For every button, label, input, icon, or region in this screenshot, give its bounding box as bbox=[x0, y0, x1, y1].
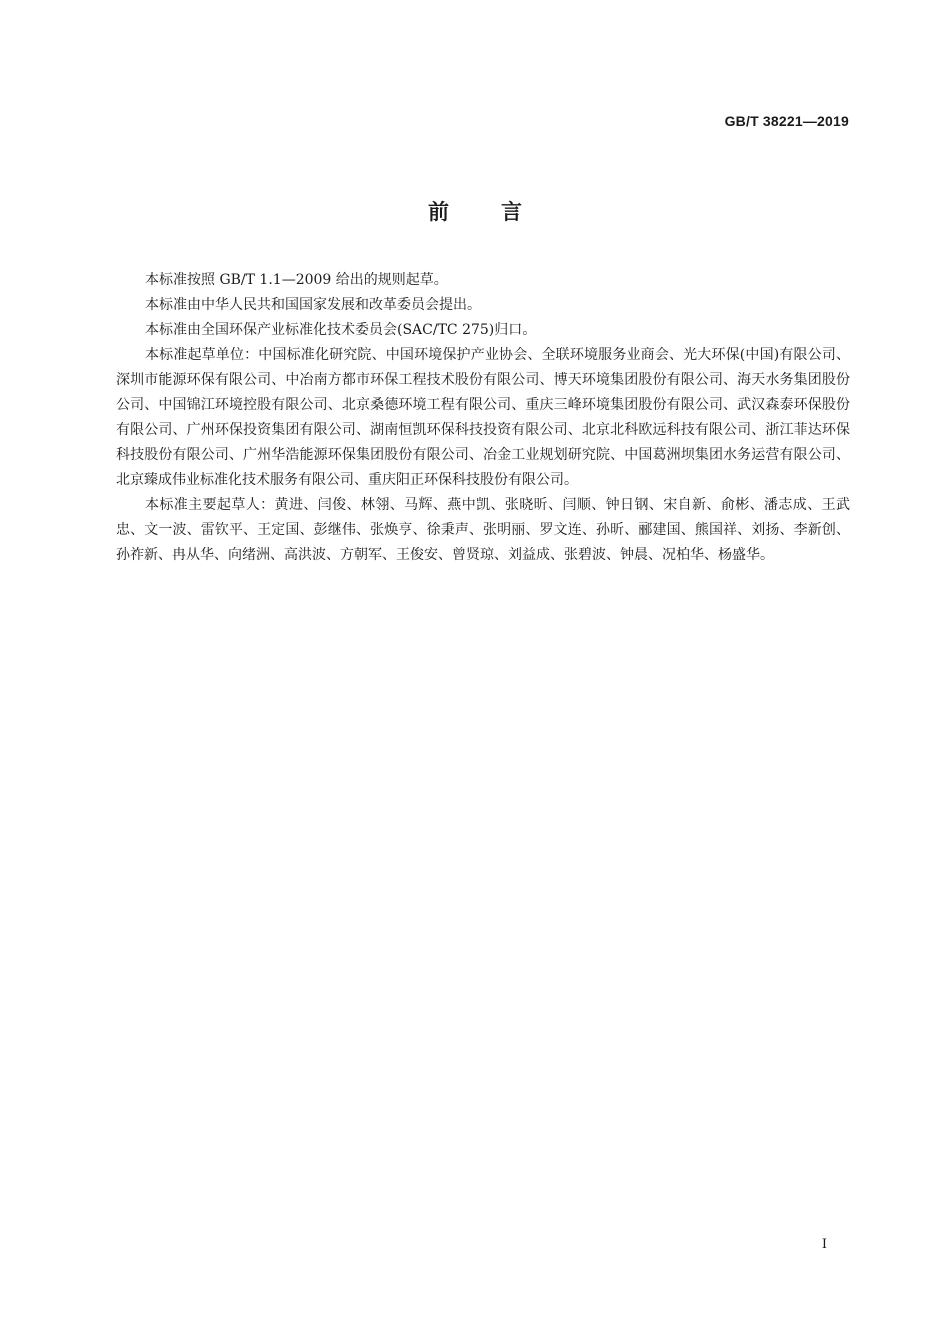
page-number: I bbox=[821, 1237, 827, 1252]
paragraph-drafting-rules: 本标准按照 GB/T 1.1—2009 给出的规则起草。 bbox=[145, 272, 448, 288]
paragraph-administrator: 本标准由全国环保产业标准化技术委员会(SAC/TC 275)归口。 bbox=[145, 322, 537, 338]
paragraph-drafting-units: 本标准起草单位：中国标准化研究院、中国环境保护产业协会、全联环境服务业商会、光大环保(中国)有限公司、深圳市能源环保有限公司、中冶南方都市环保工程技术股份有限公司、博天环境集团股份有限公司、海天水务集团股份公司、中国锦江环境控股有限公司、北京桑德环境工程有限公司、重庆三峰环境集团股份有限公司、武汉森泰环保股份有限公司、广州环保投资集团有限公司、湖南恒凯环保科技投资有限公司、北京北科欧远科技有限公司、浙江菲达环保科技股份有限公司、广州华浩能源环保集团股份有限公司、冶金工业规划研究院、中国葛洲坝集团水务运营有限公司、北京臻成伟业标准化技术服务有限公司、重庆阳正环保科技股份有限公司。 bbox=[116, 347, 850, 488]
paragraph-proposer: 本标准由中华人民共和国国家发展和改革委员会提出。 bbox=[145, 297, 481, 313]
foreword-body bbox=[116, 268, 850, 568]
paragraph-main-drafters: 本标准主要起草人：黄进、闫俊、林翎、马辉、燕中凯、张晓昕、闫顺、钟日钢、宋自新、俞彬、潘志成、王武忠、文一波、雷钦平、王定国、彭继伟、张焕亨、徐秉声、张明丽、罗文连、孙昕、郦建国、熊国祥、刘扬、李新创、孙祚新、冉从华、向绪洲、高洪波、方朝军、王俊安、曾贤琼、刘益成、张碧波、钟晨、况柏华、杨盛华。 bbox=[116, 497, 850, 563]
page-title: 前言 bbox=[428, 200, 574, 224]
standard-code: GB/T 38221—2019 bbox=[724, 113, 849, 129]
